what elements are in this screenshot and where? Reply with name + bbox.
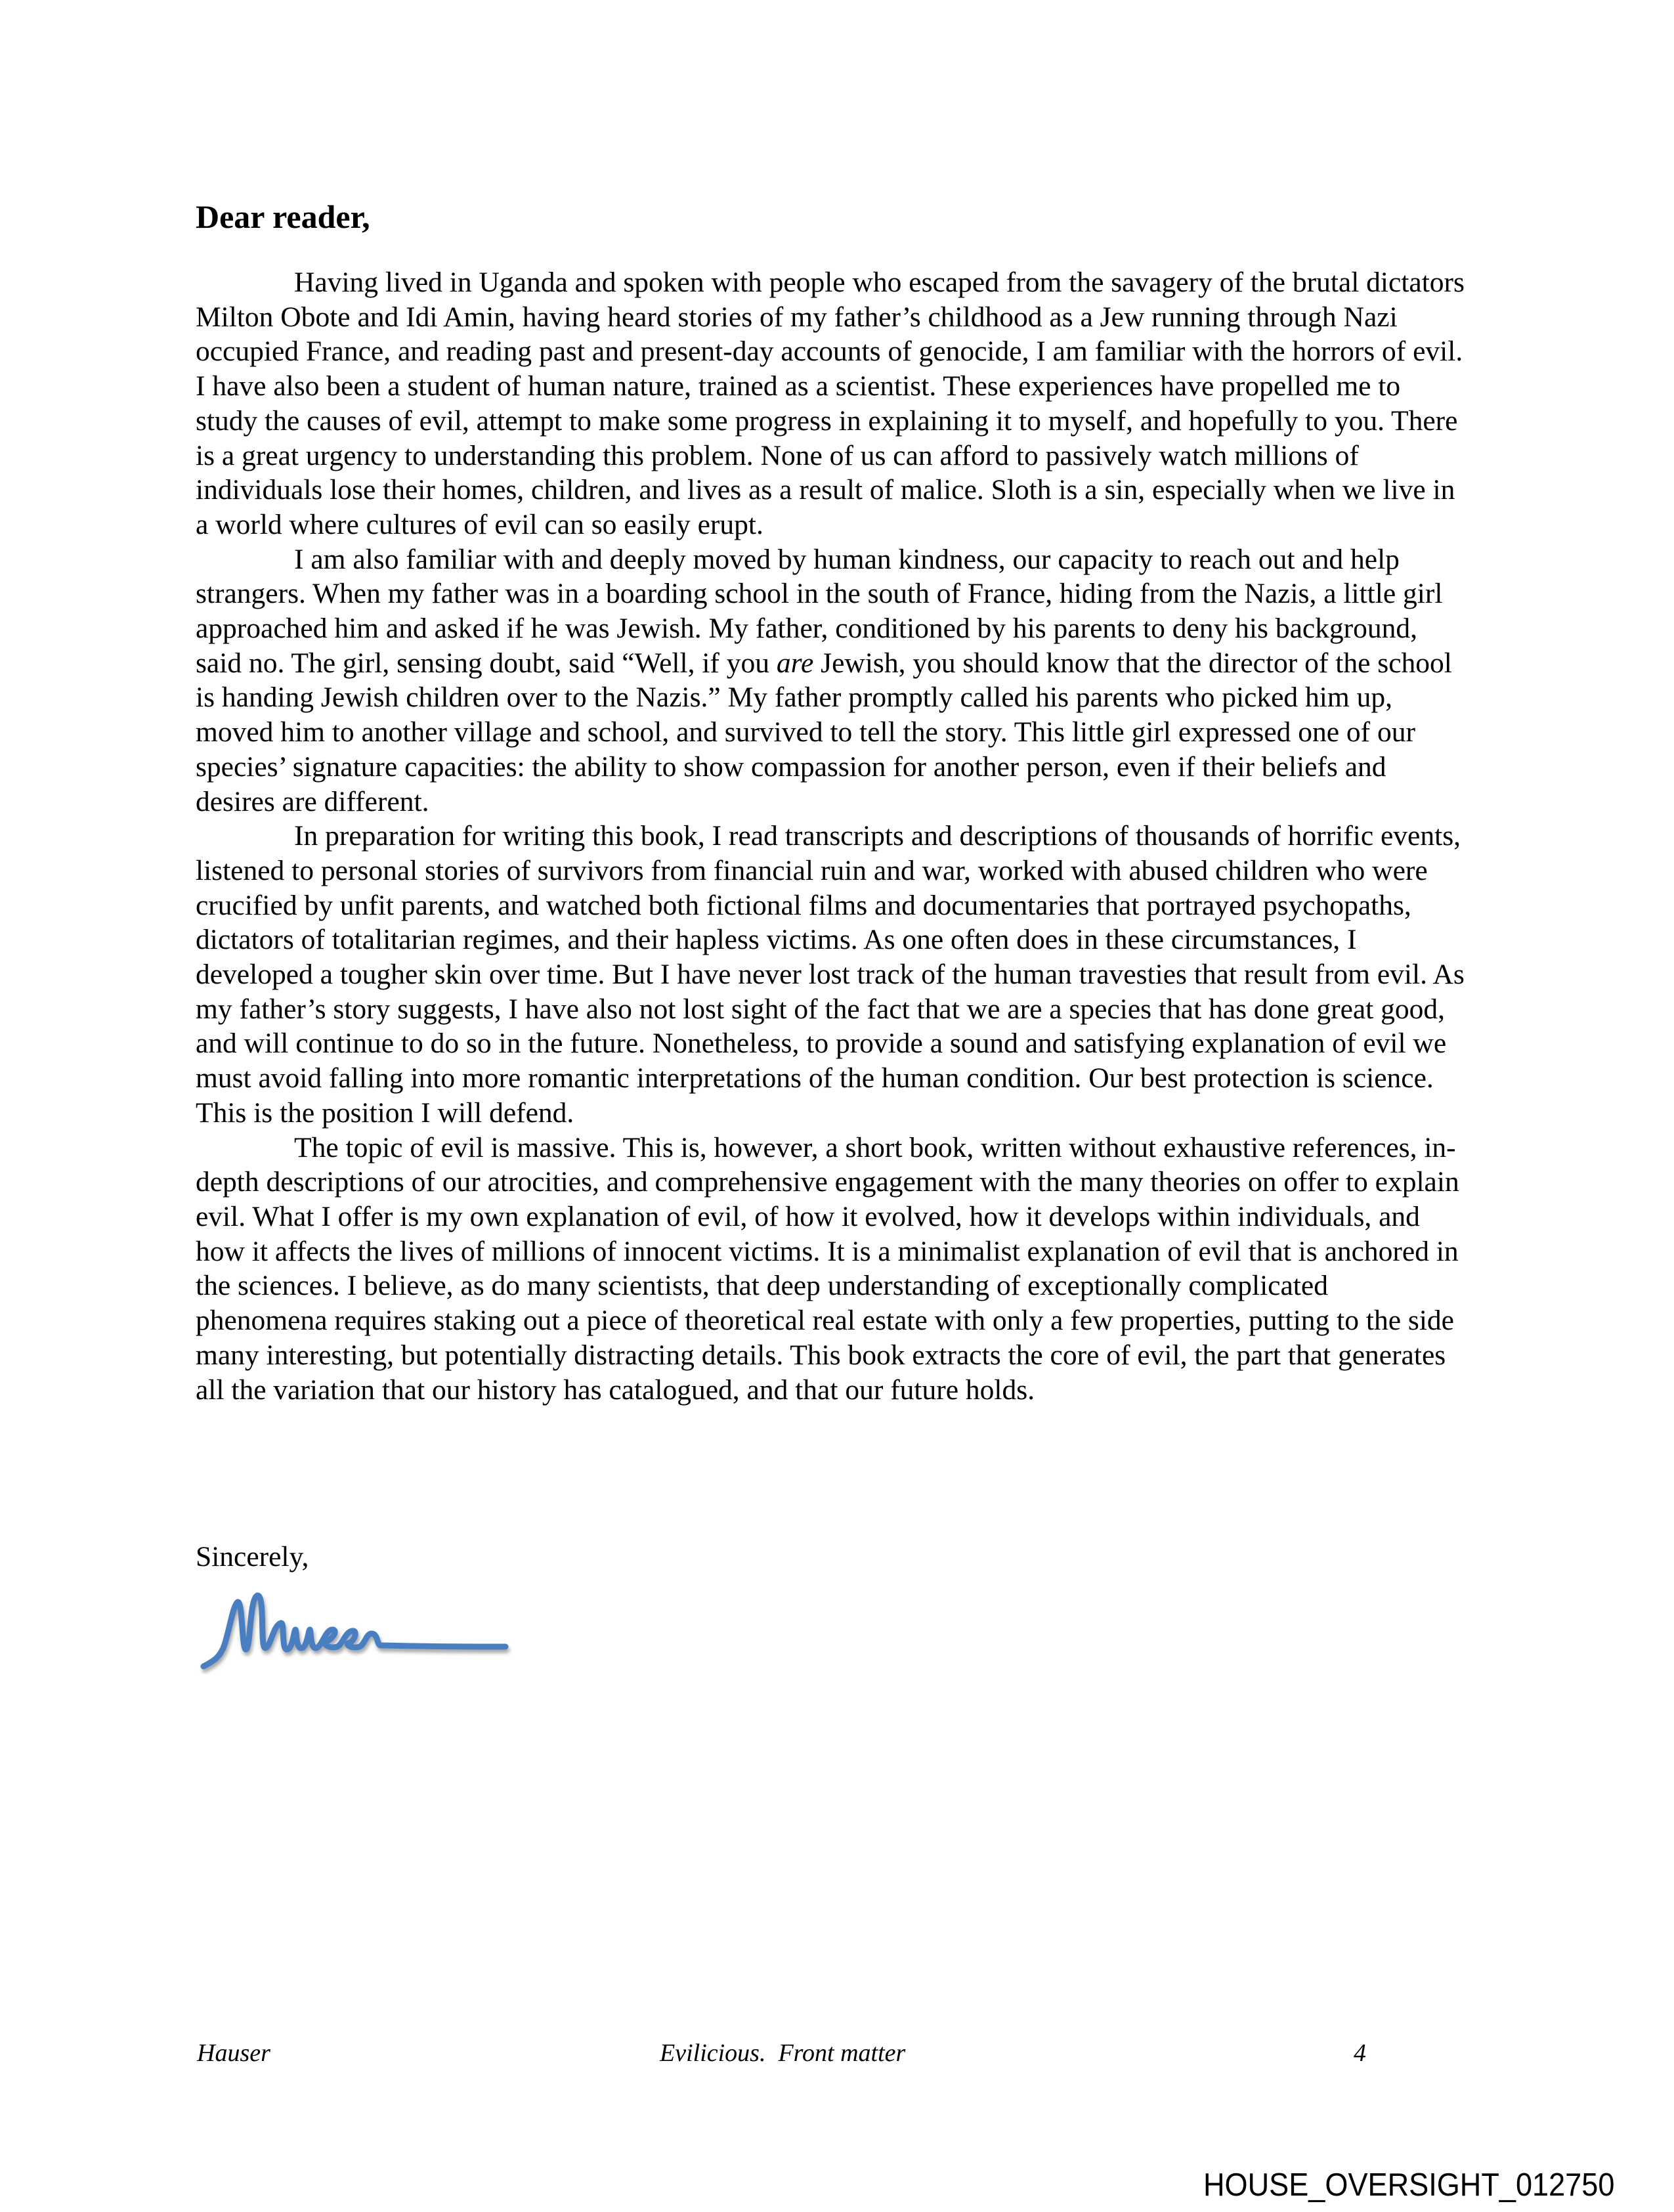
paragraph-2-after: Jewish, you should know that the director of the school is handing Jewish children over to the Nazis.” My father promptly called his parents who picked him up, moved him to another village and school, and survived to tell the story. This little girl expressed one of our species’ signature capacities: the ability to show compassion for another person, even if their beliefs and desires are different. xyxy=(196,647,1452,817)
paragraph-3: In preparation for writing this book, I read transcripts and descriptions of thousands of horrific events, listened to personal stories of survivors from financial ruin and war, worked with abused children who were crucified by unfit parents, and watched both fictional films and documentaries that portrayed psychopaths, dictators of totalitarian regimes, and their hapless victims. As one often does in these circumstances, I developed a tougher skin over time. But I have never lost track of the human travesties that result from evil. As my father’s story suggests, I have also not lost sight of the fact that we are a species that has done great good, and will continue to do so in the future. Nonetheless, to provide a sound and satisfying explanation of evil we must avoid falling into more romantic interpretations of the human condition. Our best protection is science. This is the position I will defend. xyxy=(196,820,1465,1129)
paragraph-2-before: I am also familiar with and deeply moved by human kindness, our capacity to reach out and help strangers. When my father was in a boarding school in the south of France, hiding from the Nazis, a little girl approached him and asked if he was Jewish. My father, conditioned by his parents to deny his background, said no. The girl, sensing doubt, said “Well, if you xyxy=(196,543,1443,679)
paragraph-2 xyxy=(196,542,1466,819)
footer-author: Hauser xyxy=(197,2039,270,2067)
handwritten-signature-icon xyxy=(197,1589,512,1674)
signature-stroke xyxy=(204,1595,505,1666)
letter-body xyxy=(196,265,1466,1407)
footer-title: Evilicious. Front matter xyxy=(660,2039,906,2067)
signoff: Sincerely, xyxy=(196,1541,309,1572)
page-footer xyxy=(0,2039,1674,2071)
footer-page-number: 4 xyxy=(1354,2039,1366,2067)
paragraph-4: The topic of evil is massive. This is, however, a short book, written without exhaustive references, in-depth descriptions of our atrocities, and comprehensive engagement with the many theories on offer to explain evil. What I offer is my own explanation of evil, of how it evolved, how it develops within individuals, and how it affects the lives of millions of innocent victims. It is a minimalist explanation of evil that is anchored in the sciences. I believe, as do many scientists, that deep understanding of exceptionally complicated phenomena requires staking out a piece of theoretical real estate with only a few properties, putting to the side many interesting, but potentially distracting details. This book extracts the core of evil, the part that generates all the variation that our history has catalogued, and that our future holds. xyxy=(196,1131,1459,1406)
salutation: Dear reader, xyxy=(196,198,370,235)
bates-stamp: HOUSE_OVERSIGHT_012750 xyxy=(1203,2167,1615,2203)
paragraph-1: Having lived in Uganda and spoken with people who escaped from the savagery of the brutal dictators Milton Obote and Idi Amin, having heard stories of my father’s childhood as a Jew running through Nazi occupied France, and reading past and present-day accounts of genocide, I am familiar with the horrors of evil. I have also been a student of human nature, trained as a scientist. These experiences have propelled me to study the causes of evil, attempt to make some progress in explaining it to myself, and hopefully to you. There is a great urgency to understanding this problem. None of us can afford to passively watch millions of individuals lose their homes, children, and lives as a result of malice. Sloth is a sin, especially when we live in a world where cultures of evil can so easily erupt. xyxy=(196,267,1465,540)
emphasis-are: are xyxy=(776,647,814,679)
